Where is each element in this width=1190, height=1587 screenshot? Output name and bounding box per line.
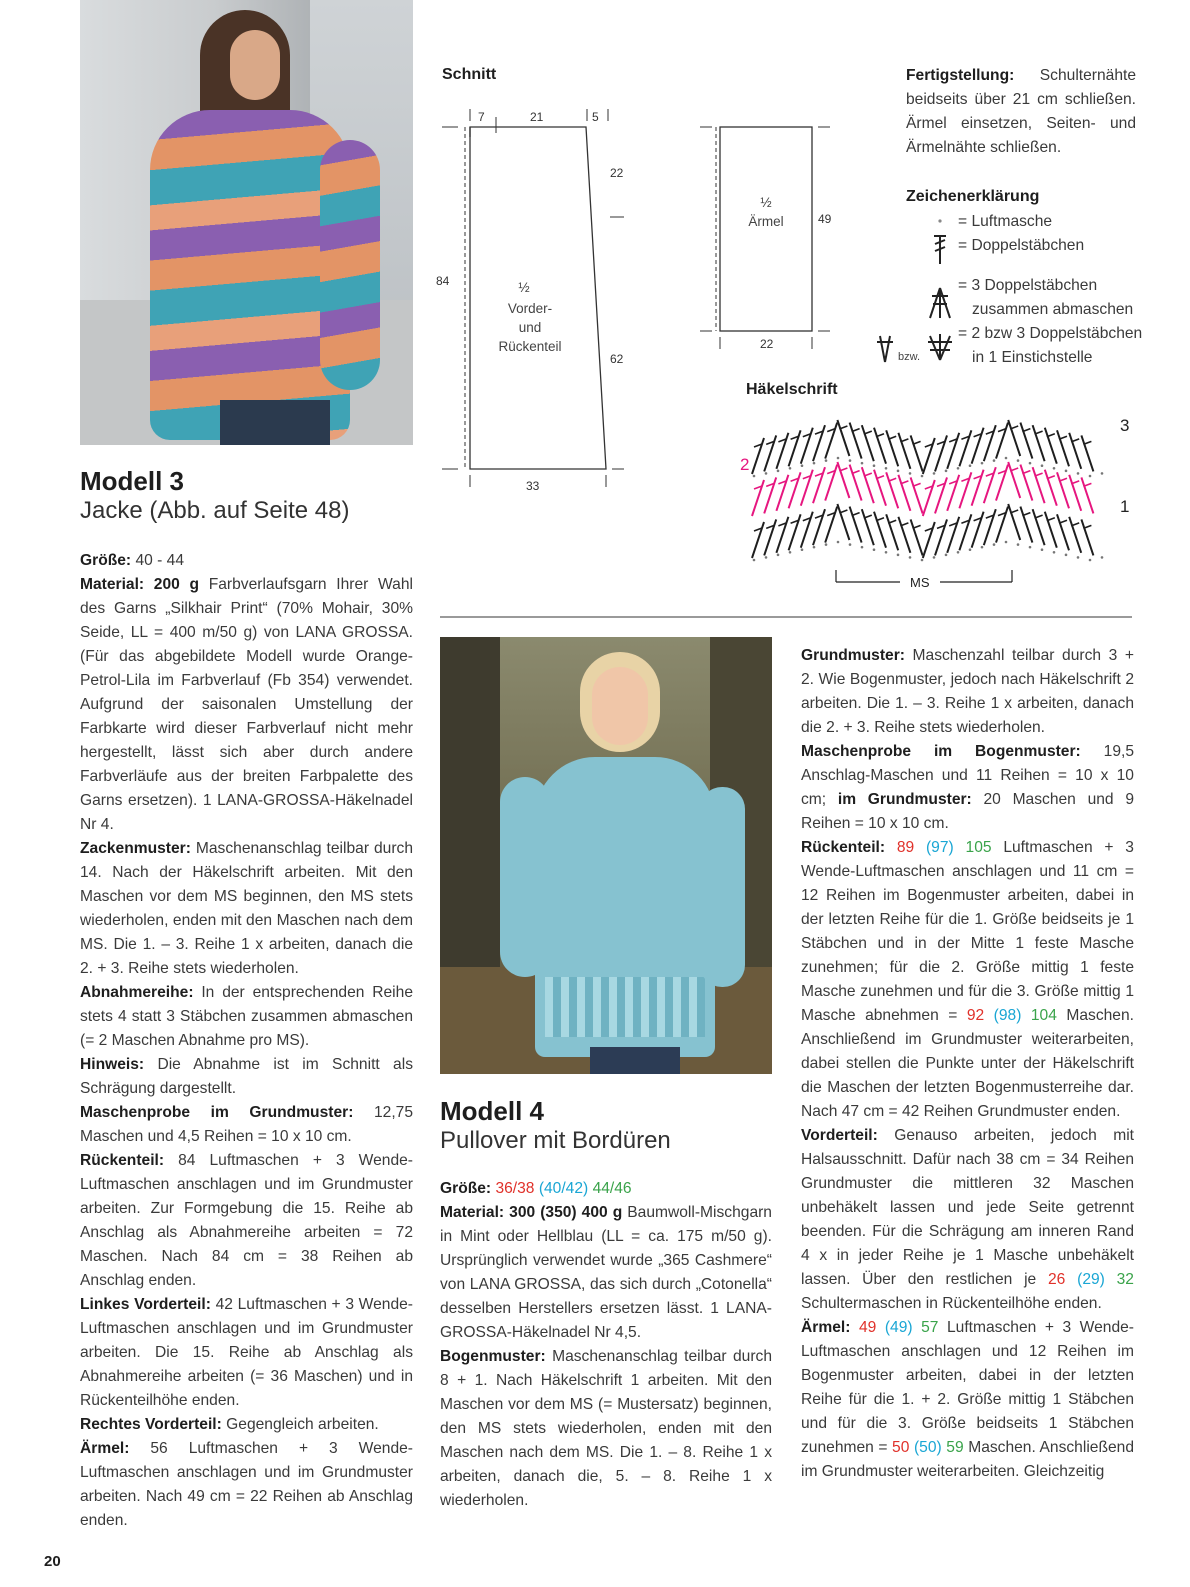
chart-title: Häkelschrift	[746, 381, 838, 398]
label-aermel: Ärmel:	[80, 1440, 130, 1457]
chart-chain-dot	[1041, 548, 1044, 551]
chart-chain-dot	[753, 559, 756, 562]
value-m4-aermel-a: Luftmaschen + 3 Wende-Luftmaschen anschlagen und 12 Reihen im Bogenmuster arbeiten, dabei in der letzten Reihe für die 1. + 2. Größe mittig 1 Stäbchen und für die 3. Größe beidseits 1 Stäbchen zunehmen =	[801, 1319, 1134, 1456]
chart-chain-dot	[1005, 541, 1008, 544]
legend-title: Zeichenerklärung	[906, 188, 1040, 205]
dim-49: 49	[818, 212, 832, 226]
chart-stitch	[825, 465, 837, 501]
chart-stitch	[776, 433, 788, 469]
chart-chain-dot	[777, 554, 780, 557]
chart-stitch	[947, 475, 959, 511]
chart-stitch	[984, 467, 996, 503]
label-probe-bogen: Maschenprobe im Bogenmuster:	[801, 743, 1081, 760]
chart-chain-dot	[993, 459, 996, 462]
chart-chain-dot	[897, 470, 900, 473]
aermel-count-2: (49)	[876, 1319, 913, 1336]
chart-stitch	[886, 430, 898, 466]
chart-chain-dot	[897, 554, 900, 557]
chart-stitch	[911, 519, 923, 555]
chart-chain-dot	[1089, 475, 1092, 478]
chart-stitch	[1020, 507, 1032, 543]
size-1: 36/38	[491, 1180, 535, 1197]
shoulder-count-1: 26	[1036, 1271, 1066, 1288]
value-m4-ruecken-a: Luftmaschen + 3 Wende-Luftmaschen anschlagen und 11 cm = 12 Reihen im Bogenmuster arbeiten, dabei in der letzten Reihe für die 1. Größe beidseits je 1 Stäbchen und in der Mitte 1 feste Masche zunehmen; für die 2. Größe mittig 1 feste Masche zunehmen und für die 3. Größe mittig 1 Masche abnehmen =	[801, 839, 1134, 1024]
dim-22-top: 22	[610, 166, 624, 180]
chart-chain-dot	[945, 554, 948, 557]
chart-stitch	[1081, 435, 1093, 471]
chart-stitch	[874, 428, 886, 464]
chart-chain-dot	[813, 462, 816, 465]
chart-chain-dot	[1065, 554, 1068, 557]
chart-stitch	[874, 512, 886, 548]
ruecken-count-2: (97)	[914, 839, 954, 856]
body-label-vorder: Vorder-	[507, 301, 553, 316]
value-probe-grund: 20 Maschen und 9 Reihen = 10 x 10 cm.	[801, 791, 1134, 832]
chart-stitch	[984, 425, 996, 461]
chart-stitch	[1081, 519, 1093, 555]
shoulder-count-3: 32	[1104, 1271, 1134, 1288]
chart-stitch	[862, 467, 874, 503]
chart-chain-dot	[813, 546, 816, 549]
dim-62: 62	[610, 352, 624, 366]
chart-stitch	[898, 517, 910, 553]
chart-chain-dot	[909, 556, 912, 559]
label-grundmuster: Grundmuster:	[801, 647, 905, 664]
chart-chain-dot	[825, 543, 828, 546]
chart-stitch	[1069, 433, 1081, 469]
value-grundmuster: Maschenzahl teilbar durch 3 + 2. Wie Bogenmuster, jedoch nach Häkelschrift 2 arbeiten. Die 1. – 3. Reihe 1 x arbeiten, danach die 2. + 3. Reihe stets wiederholen.	[801, 647, 1134, 736]
ruecken-count-1: 89	[885, 839, 915, 856]
chart-chain-dot	[873, 464, 876, 467]
aermel-count-1: 49	[850, 1319, 877, 1336]
chart-stitch	[1045, 428, 1057, 464]
chart-stitch	[996, 423, 1008, 459]
chart-stitch	[935, 519, 947, 555]
chart-stitch	[1020, 465, 1032, 501]
chart-chain-dot	[957, 551, 960, 554]
chart-chain-dot	[1101, 556, 1104, 559]
body-piece	[465, 127, 606, 469]
ruecken-count-3: 105	[953, 839, 992, 856]
legend-item-dc23-b: in 1 Einstichstelle	[972, 349, 1093, 366]
chart-stitch	[911, 477, 923, 513]
label-m4-aermel: Ärmel:	[801, 1319, 851, 1336]
chart-stitch	[972, 428, 984, 464]
chart-stitch	[752, 438, 764, 474]
value-vorderteil-b: Schultermaschen in Rückenteilhöhe enden.	[801, 1295, 1102, 1312]
chart-chain-dot	[873, 548, 876, 551]
chart-stitch	[837, 462, 849, 498]
dc2-same-stitch-icon	[877, 336, 893, 362]
chart-stitch	[996, 507, 1008, 543]
chart-stitch	[1045, 470, 1057, 506]
value-linkes-vorderteil: 42 Luftmaschen + 3 Wende-Luftmaschen anschlagen und im Grundmuster arbeiten. Die 15. Reihe ab Anschlag als Abnahmereihe arbeiten (= 36 Maschen) und in Rückenteilhöhe enden.	[80, 1296, 414, 1409]
schnitt-title: Schnitt	[442, 66, 497, 83]
chart-chain-dot	[969, 548, 972, 551]
value-hinweis: Die Abnahme ist im Schnitt als Schrägung dargestellt.	[80, 1056, 413, 1097]
body-label-und: und	[518, 320, 542, 335]
aermel-count-6: 59	[941, 1439, 964, 1456]
chart-stitch	[813, 425, 825, 461]
chart-chain-dot	[849, 459, 852, 462]
chart-stitch	[898, 433, 910, 469]
body-label-ruecken: Rückenteil	[498, 339, 562, 354]
chart-chain-dot	[801, 548, 804, 551]
label-material: Material: 200 g	[80, 576, 200, 593]
material-amount-3: 400	[576, 1204, 608, 1221]
chart-chain-dot	[1077, 556, 1080, 559]
chart-stitch	[1008, 504, 1020, 540]
chart-stitch	[837, 504, 849, 540]
label-abnahmereihe: Abnahmereihe:	[80, 984, 194, 1001]
chart-stitch	[801, 470, 813, 506]
chart-chain-dot	[1065, 470, 1068, 473]
chart-stitch	[1033, 509, 1045, 545]
chart-stitch	[764, 477, 776, 513]
chart-stitch	[1008, 420, 1020, 456]
chart-stitch	[850, 465, 862, 501]
chart-chain-dot	[909, 472, 912, 475]
chart-stitch	[898, 475, 910, 511]
chart-stitch	[874, 470, 886, 506]
model4-instructions-col2	[801, 644, 1134, 1484]
label-m4-ruecken: Rückenteil:	[801, 839, 886, 856]
label-m4-material: Material:	[440, 1204, 505, 1221]
chart-stitch	[935, 477, 947, 513]
value-aermel: 56 Luftmaschen + 3 Wende-Luftmaschen anschlagen und im Grundmuster arbeiten. Nach 49 cm = 22 Reihen ab Anschlag enden.	[80, 1440, 413, 1529]
value-m4-aermel-b: Maschen. Anschließend im Grundmuster weiterarbeiten. Gleichzeitig	[801, 1439, 1134, 1480]
label-vorderteil: Vorderteil:	[801, 1127, 878, 1144]
chart-chain-dot	[981, 462, 984, 465]
chart-stitch	[947, 517, 959, 553]
ruecken-count-5: (98)	[984, 1007, 1022, 1024]
chart-stitch	[850, 423, 862, 459]
chart-chain-dot	[825, 459, 828, 462]
chart-chain-dot	[1029, 462, 1032, 465]
chart-stitch	[1057, 514, 1069, 550]
chart-chain-dot	[1101, 472, 1104, 475]
legend-bzw: bzw.	[898, 351, 921, 363]
chart-stitch	[1008, 462, 1020, 498]
chart-chain-dot	[945, 470, 948, 473]
value-rueckenteil: 84 Luftmaschen + 3 Wende-Luftmaschen anschlagen und im Grundmuster arbeiten. Zur Formgebung die 15. Reihe ab Anschlag als Abnahmereihe arbeiten = 72 Maschen. Nach 84 cm = 38 Reihen ab Anschlag enden.	[80, 1152, 413, 1289]
value-material: Farbverlaufsgarn Ihrer Wahl des Garns „Silkhair Print“ (70% Mohair, 30% Seide, LL = 400 m/50 g) von LANA GROSSA. (Für das abgebildete Modell wurde Orange-Petrol-Lila im Farbverlauf (Fb 354) verwendet. Aufgrund der saisonalen Umstellung der Farbkarte wird dieser Farbverlauf nicht mehr hergestellt, lässt sich aber durch andere Farbverläufe aus der breiten Farbpalette des Garns ersetzen). 1 LANA-GROSSA-Häkelnadel Nr 4.	[80, 576, 413, 833]
chart-stitch	[935, 435, 947, 471]
value-bogenmuster: Maschenanschlag teilbar durch 8 + 1. Nach Häkelschrift 1 arbeiten. Mit den Maschen vor dem MS (= Mustersatz) beginnen, den MS stets wiederholen, enden mit den Maschen nach dem MS. Die 1. – 8. Reihe 1 x arbeiten, danach die, 5. – 8. Reihe 1 x wiederholen.	[440, 1348, 772, 1509]
dim-84: 84	[436, 274, 450, 288]
label-zackenmuster: Zackenmuster:	[80, 840, 191, 857]
chart-stitch	[813, 509, 825, 545]
section-divider	[440, 616, 1132, 618]
chart-chain-dot	[777, 470, 780, 473]
chart-stitch	[801, 512, 813, 548]
photo-model4-pullover	[440, 637, 772, 1074]
chart-chain-dot	[1017, 459, 1020, 462]
chart-chain-dot	[921, 559, 924, 562]
dim-5: 5	[592, 110, 599, 124]
value-m4-ruecken-b: Maschen. Anschließend im Grundmuster weiterarbeiten, dabei stellen die Punkte unter der Häkelschrift die Maschen der letzten Bogenmusterreihe dar. Nach 47 cm = 42 Reihen Grundmuster enden.	[801, 1007, 1134, 1120]
chart-chain-dot	[801, 464, 804, 467]
page-number: 20	[44, 1553, 61, 1570]
chart-chain-dot	[921, 475, 924, 478]
chart-stitch	[886, 472, 898, 508]
chart-row-3-label: 3	[1120, 416, 1130, 435]
size-3: 44/46	[588, 1180, 632, 1197]
label-groesse: Größe:	[80, 552, 132, 569]
chart-chain-dot	[861, 462, 864, 465]
chart-stitch	[959, 430, 971, 466]
chart-chain-dot	[861, 546, 864, 549]
chart-stitch	[959, 472, 971, 508]
chart-stitch	[886, 514, 898, 550]
label-linkes-vorderteil: Linkes Vorderteil:	[80, 1296, 211, 1313]
label-bogenmuster: Bogenmuster:	[440, 1348, 546, 1365]
chart-chain-dot	[849, 543, 852, 546]
chart-chain-dot	[885, 551, 888, 554]
chart-stitch	[813, 467, 825, 503]
chart-chain-dot	[753, 475, 756, 478]
legend-item-dc3-b: zusammen abmaschen	[972, 301, 1134, 318]
chart-stitch	[1020, 423, 1032, 459]
aermel-count-5: (50)	[909, 1439, 942, 1456]
chart-chain-dot	[1005, 457, 1008, 460]
chart-stitch	[984, 509, 996, 545]
ruecken-count-4: 92	[957, 1007, 985, 1024]
value-rechtes-vorderteil: Gegengleich arbeiten.	[221, 1416, 379, 1433]
chart-row-1-label: 1	[1120, 497, 1130, 516]
chart-chain-dot	[885, 467, 888, 470]
label-rechtes-vorderteil: Rechtes Vorderteil:	[80, 1416, 222, 1433]
chart-chain-dot	[1029, 546, 1032, 549]
chart-chain-dot	[765, 472, 768, 475]
chart-chain-dot	[837, 457, 840, 460]
chart-stitch	[789, 472, 801, 508]
chart-stitch	[1033, 425, 1045, 461]
chart-stitch	[923, 438, 935, 474]
model3-title: Modell 3	[80, 466, 185, 496]
dc3-together-icon	[930, 288, 950, 318]
legend-item-dc3-a: = 3 Doppelstäbchen	[958, 277, 1098, 294]
legend-item-dc23-a: = 2 bzw 3 Doppelstäbchen	[958, 325, 1143, 342]
label-m4-groesse: Größe:	[440, 1180, 492, 1197]
chart-stitch	[776, 517, 788, 553]
chart-chain-dot	[1017, 543, 1020, 546]
label-maschenprobe: Maschenprobe im Grundmuster:	[80, 1104, 354, 1121]
chart-ms-label: MS	[910, 575, 930, 590]
crochet-chart	[740, 398, 1140, 608]
chart-chain-dot	[933, 472, 936, 475]
chart-chain-dot	[969, 464, 972, 467]
chart-stitch	[862, 425, 874, 461]
chart-stitch	[947, 433, 959, 469]
chart-chain-dot	[1053, 551, 1056, 554]
value-maschenprobe: 12,75 Maschen und 4,5 Reihen = 10 x 10 cm.	[80, 1104, 414, 1145]
model4-instructions-col1	[440, 1177, 772, 1513]
chain-stitch-icon	[938, 219, 941, 222]
chart-chain-dot	[957, 467, 960, 470]
value-vorderteil-a: Genauso arbeiten, jedoch mit Halsausschnitt. Dafür nach 38 cm = 34 Reihen Grundmuster die mittleren 32 Maschen unbehäkelt lassen und jede Seite getrennt beenden. Für die Schrägung am inneren Rand 4 x in jeder Reihe je 1 Masche unbehäkelt lassen. Über den restlichen je	[801, 1127, 1134, 1288]
chart-stitch	[789, 430, 801, 466]
label-rueckenteil: Rückenteil:	[80, 1152, 165, 1169]
chart-row-2-label: 2	[740, 455, 750, 474]
value-abnahmereihe: In der entsprechenden Reihe stets 4 statt 3 Stäbchen zusammen abmaschen (= 2 Maschen Abnahme pro MS).	[80, 984, 413, 1049]
chart-stitch	[1045, 512, 1057, 548]
dim-7: 7	[478, 110, 485, 124]
chart-stitch	[1033, 467, 1045, 503]
chart-stitch	[801, 428, 813, 464]
chart-stitch	[972, 512, 984, 548]
chart-stitch	[837, 420, 849, 456]
legend-items	[958, 210, 1168, 370]
material-amount-1: 300	[504, 1204, 536, 1221]
value-probe-bogen: 19,5 Anschlag-Maschen und 11 Reihen = 10 x 10 cm;	[801, 743, 1135, 808]
chart-stitch	[789, 514, 801, 550]
chart-stitch	[972, 470, 984, 506]
sleeve-label-aermel: Ärmel	[748, 214, 784, 229]
legend-item-dc: = Doppelstäbchen	[958, 237, 1085, 254]
chart-chain-dot	[789, 551, 792, 554]
chart-stitch	[825, 507, 837, 543]
model3-subtitle: Jacke (Abb. auf Seite 48)	[80, 497, 350, 524]
chart-stitch	[1069, 517, 1081, 553]
chart-chain-dot	[933, 556, 936, 559]
label-fertigstellung: Fertigstellung:	[906, 67, 1015, 84]
label-probe-grund: im Grundmuster:	[837, 791, 972, 808]
photo-model3-jacket	[80, 0, 413, 445]
chart-stitch	[825, 423, 837, 459]
chart-stitch	[752, 522, 764, 558]
chart-chain-dot	[1053, 467, 1056, 470]
chart-stitch	[923, 480, 935, 516]
chart-stitch	[1069, 475, 1081, 511]
chart-stitch	[752, 480, 764, 516]
label-hinweis: Hinweis:	[80, 1056, 145, 1073]
value-groesse: 40 - 44	[131, 552, 185, 569]
size-2: (40/42)	[534, 1180, 589, 1197]
double-crochet-icon	[934, 236, 946, 264]
material-amount-2: (350)	[535, 1204, 577, 1221]
ruecken-count-6: 104	[1021, 1007, 1057, 1024]
chart-stitch	[764, 519, 776, 555]
chart-stitch	[764, 435, 776, 471]
chart-chain-dot	[789, 467, 792, 470]
fertigstellung	[906, 64, 1136, 160]
chart-stitch	[911, 435, 923, 471]
chart-stitch	[959, 514, 971, 550]
value-zackenmuster: Maschenanschlag teilbar durch 14. Nach der Häkelschrift arbeiten. Mit den Maschen vor dem MS beginnen, den MS stets wiederholen, enden mit den Maschen nach dem MS. Die 1. – 3. Reihe 1 x arbeiten, danach die 2. + 3. Reihe stets wiederholen.	[80, 840, 413, 977]
model4-title: Modell 4	[440, 1096, 545, 1126]
dc3-same-stitch-icon	[928, 334, 952, 360]
value-m4-material: Baumwoll-Mischgarn in Mint oder Hellblau (LL = ca. 175 m/50 g). Ursprünglich verwendet wurde „365 Cashmere“ von LANA GROSSA, das sich durch „Cotonella“ desselben Herstellers ersetzen lässt. 1 LANA-GROSSA-Häkelnadel Nr 4,5.	[440, 1204, 772, 1341]
chart-chain-dot	[765, 556, 768, 559]
chart-chain-dot	[981, 546, 984, 549]
chart-chain-dot	[1077, 472, 1080, 475]
model3-instructions	[80, 549, 413, 1533]
chart-chain-dot	[993, 543, 996, 546]
chart-stitch	[923, 522, 935, 558]
legend-symbols	[870, 210, 960, 370]
chart-chain-dot	[1041, 464, 1044, 467]
aermel-count-4: 50	[887, 1439, 910, 1456]
shoulder-count-2: (29)	[1065, 1271, 1105, 1288]
material-unit: g	[607, 1204, 623, 1221]
sleeve-label-half: ½	[760, 195, 772, 210]
dim-33: 33	[526, 479, 540, 493]
chart-stitch	[776, 475, 788, 511]
body-label-half: ½	[518, 280, 530, 295]
chart-stitch	[850, 507, 862, 543]
chart-stitch	[996, 465, 1008, 501]
model4-subtitle: Pullover mit Bordüren	[440, 1127, 671, 1154]
dim-22-bottom: 22	[760, 337, 774, 351]
sleeve-piece	[716, 127, 812, 331]
aermel-count-3: 57	[912, 1319, 939, 1336]
chart-stitch	[1057, 472, 1069, 508]
chart-chain-dot	[837, 541, 840, 544]
value-fertigstellung: Schulternähte beidseits über 21 cm schließen. Ärmel einsetzen, Seiten- und Ärmelnähte schließen.	[906, 67, 1136, 156]
chart-stitch	[1081, 477, 1093, 513]
dim-21: 21	[530, 110, 544, 124]
chart-chain-dot	[1089, 559, 1092, 562]
chart-stitch	[862, 509, 874, 545]
chart-stitch	[1057, 430, 1069, 466]
legend-item-chain: = Luftmasche	[958, 213, 1053, 230]
